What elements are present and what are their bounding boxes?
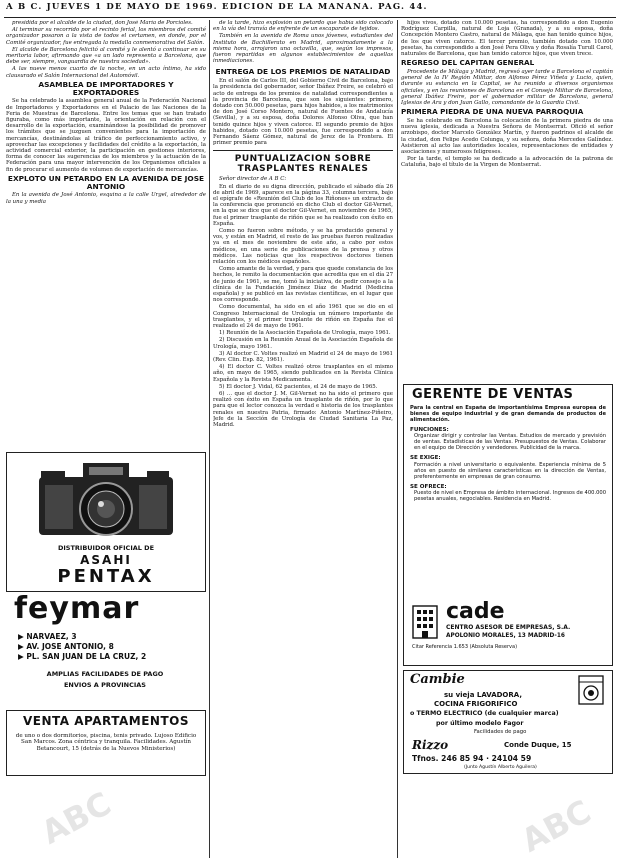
rizzo-address: Conde Duque, 15 [504,741,572,749]
header-rule [4,17,616,18]
cade-name: CENTRO ASESOR DE EMPRESAS, S.A. [446,624,571,631]
venta-body: de uno o dos dormitorios, piscina, tenis privado. Lujoso Edificio San Marcos. Zona céntrica y tranquila. Facilidades. Agustín Betancourt, 15 (detrás de la Nuevos Ministerios) [15,732,197,752]
venta-title: VENTA APARTAMENTOS [23,714,189,728]
abc-watermark-left: ABC [35,784,118,852]
col1-body-petardo: En la avenida de José Antonio, esquina a la calle Urgel, alrededor de la una y media [6,192,206,205]
feymar-address-3: ▶ PL. SAN JUAN DE LA CRUZ, 2 [18,652,147,662]
feymar-address-2: ▶ AV. JOSE ANTONIO, 8 [18,642,114,652]
column-3 [401,20,613,380]
col2-letter-8: 4) El doctor C. Voltes realizó otros trasplantes en el mismo año, en mayo de 1965, siendo publicados en la Revista Clínica Española y la Revista Medicamenta. [213,364,393,383]
col3-heading-capitan: REGRESO DEL CAPITAN GENERAL [401,58,535,68]
col2-letter-7: 3) Al doctor C. Voltes realizó en Madrid el 24 de mayo de 1961 (Rev. Clin. Esp. 82, 1961). [213,350,393,363]
cambie-line1: su vieja LAVADORA, [444,691,522,699]
col2-rule [213,150,393,151]
col2-body-natalidad: En el salón de Carlos III, del Gobierno Civil de Barcelona, bajo la presidencia del gobernador, señor Ibáñez Freire, se celebró el acto de entrega de los premios de natalidad correspondientes a la provincia de Barcelona, que son los siguientes: primero, dotado con 50.000 pesetas, para hijos habidos, a los matrimonios de don José Corso Montero, natural de Fuentes de Andalucía (Sevilla), y a su esposa, doña Dolores Alfonso Oliva, que han tenido quince hijos y viven catorce. El segundo premio de hijos habidos, dotado con 10.000 pesetas, fue correspondido a don Fernando Sáenz Gómez, natural de Jerez de la Frontera. El primer premio para [213,78,393,147]
asahi-distributor: DISTRIBUIDOR OFICIAL DE [57,544,155,552]
cambie-line5: Facilidades de pago [474,729,527,735]
col1-heading-asamblea: ASAMBLEA DE IMPORTADORES Y EXPORTADORES [38,79,174,97]
col1-body-asamblea: Se ha celebrado la asamblea general anual de la Federación Nacional de Importadores y Exportadores en el Palacio de las Naciones de la Feria de Muestras de Barcelona. Entre los temas que se han tratado figuraba, como más importante, la orientación en relación con el desarrollo de la exportación, examinándose la posibilidad de promover los trámites que se juzguen convenientes para la importación de mercancías, destinándolas al tráfico de perfeccionamiento activo, y aprovechar las excepciones y facilidades del crédito a la exportación, la actividad comercial exterior, la participación en gestiones interiores, forma de conocer las sugerencias de los miembros y la actuación de la Federación para una mayor intervención de los Organismos oficiales a fin de procurar el aumento de volumen de exportación de mercancías. [6,98,206,173]
cade-emblem-icon [412,605,438,639]
col3-heading-parroquia: PRIMERA PIEDRA DE UNA NUEVA PARROQUIA [401,107,584,117]
col3-body-parroquia-2: Por la tarde, el templo se ha dedicado a la advocación de la patrona de Cataluña, bajo el título de la Virgen de Montserrat. [401,156,613,169]
feymar-ad [6,591,204,706]
col2-letter-1: En el diario de su digna dirección, publicado el sábado día 26 de abril de 1969, aparece en la página 33, columna tercera, bajo el epígrafe de «Reunión del Club de los Riñones» un extracto de la conferencia que pronunció en dicho Club el doctor Gil-Vernet, en la que se dice que el doctor Gil-Vernet, en noviembre de 1965, fue el primer trasplante de riñón que se ha realizado con éxito en España. [213,183,393,227]
col2-top-2: También en la avenida de Roma unos jóvenes, estudiantes del Instituto de Bachillerato en Madrid, aproximadamente a la misma hora, arrojaron una octavilla, que, según los impresos, fueron repartidas en algunos establecimientos de aquellas inmediaciones. [213,33,393,65]
pentax-model: PENTAX [57,566,155,587]
rizzo-phones: Tfnos. 246 85 94 · 24104 59 [412,754,532,763]
col2-letter-4: Como documental, ha sido en el año 1961 que se dio en el Congreso Internacional de Urología un número importante de trasplantes, y el primer trasplante de riñón en España fue el realizado el 24 de mayo de 1961. [213,304,393,329]
feymar-shipping: ENVIOS A PROVINCIAS [63,680,146,689]
col2-letter-2: Como no fueron sobre método, y se ha producido general y vos, y están en Madrid, el resto de las pruebas fueron realizadas ya en el mes de noviembre de este año, a cabo por estos médicos, en una serie de publicaciones de la prensa y otros médicos. Las noticias que los respectivos doctores tienen relación con los médicos españoles. [213,227,393,265]
col2-letter-5: 1) Reunión de la Asociación Española de Urología, mayo 1961. [219,330,391,337]
gerente-exige: Formación a nivel universitario o equivalente. Experiencia mínima de 5 años en puesto de similares características en la dirección de Ventas, preferentemente en empresas de gran consumo. [414,461,606,480]
gerente-title: GERENTE DE VENTAS [412,387,574,402]
abc-watermark-right: ABC [515,792,598,860]
gerente-ofrece-label: SE OFRECE: [410,483,447,490]
washing-machine-icon [578,675,604,705]
feymar-logo: feymar [14,591,140,626]
col2-letter-3: Como amante de la verdad, y para que quede constancia de los hechos, le remito la documentación que acredita que en el día 27 de junio de 1961, se me, tomó la iniciativa, de pedir consejo a la clínica de la Fundación Jiménez Díaz de Madrid (Medicina española) y se publicó en las revistas científicas, en el lugar que nos corresponde. [213,266,393,304]
asahi-pentax-ad [6,452,206,592]
col1-heading-petardo: EXPLOTO UN PETARDO EN LA AVENIDA DE JOSE ANTONIO [7,173,205,191]
column-divider-2 [397,20,398,858]
col2-heading-trasplantes: PUNTUALIZACION SOBRE TRASPLANTES RENALES [234,154,372,174]
camera-icon [31,459,181,541]
col1-intro-4: A las nueve menos cuarto de la noche, en un acto íntimo, ha sido clausurado el Salón Internacional del Automóvil. [6,66,206,79]
gerente-intro: Para la central en España de importantísima Empresa europea de bienes de equipo industrial y de gran demanda de productos de alimentación. [410,404,606,423]
asahi-brand: ASAHI [80,553,132,567]
col3-top: hijos vivos, dotado con 10.000 pesetas, ha correspondido a don Eugenio Rodríguez Carpilla, natural de Loja (Granada), y a su esposa, doña Concepción Montero Castro, natural de Málaga, que han tenido quince hijos, de los que viven catorce. El tercer premio, también dotado con 10.000 pesetas, ha correspondido a don José Pera Oliva y doña Rosalía Turull Carol, naturales de Barcelona, que han tenido catorce hijos, que viven trece. [401,20,613,58]
col2-letter-10: 6) ... que el doctor J. M. Gil-Vernet no ha sido el primero que realizó con éxito en España un trasplante de riñón, por lo que para que el lector conozca la verdad e historia de los trasplantes renales en nuestra Patria, firmado: Antonio Martínez-Piñeiro, Jefe de la Sección de Urología de Ciudad Sanitaria La Paz, Madrid. [213,391,393,429]
column-1 [6,20,206,446]
col3-body-parroquia-1: Se ha celebrado en Barcelona la colocación de la primera piedra de una nueva iglesia, dedicada a Nuestra Señora de Montserrat. Ofició el señor arzobispo, doctor Marcelo González Martín, y fueron padrinos el alcalde de la ciudad, don Felipe Acedo Colunga, y su señora, doña Mercedes Galíndez. Asistieron al acto las autoridades locales, representaciones de entidades y asociaciones y numerosos feligreses. [401,117,613,155]
column-2 [213,20,393,856]
col2-letter-6: 2) Discusión en la Reunión Anual de la Asociación Española de Urología, mayo 1961. [213,337,393,350]
venta-apartamentos-ad [6,710,206,776]
col2-top-1: de la tarde, hizo explosión un petardo que había sido colocado en la vía del tranvía de enfrente de un escaparate de tejidos. [213,20,393,33]
col2-letter-9: 5) El doctor J. Vidal, 62 pacientes, el 24 de mayo de 1965. [219,383,378,390]
col2-salutation: Señor director de A B C: [219,176,287,183]
col2-heading-natalidad: ENTREGA DE LOS PREMIOS DE NATALIDAD [215,67,391,77]
feymar-address-1: ▶ NARVAEZ, 3 [18,632,77,641]
col3-body-capitan: Procedente de Málaga y Madrid, regresó ayer tarde a Barcelona el capitán general de la IV Región Militar, don Alfonso Pérez Viñeta y Lucio, quien, durante su estancia en la Capital, se ha reunido a diversos organismos oficiales, y en las reuniones de Barcelona en el Consejo Militar de Barcelona, general Ibáñez Freire, por el gobernador militar de Barcelona, general Iglesias de Ara y don Juan Gallo, comandante de la Guardia Civil. [401,68,613,106]
cambie-title: Cambie [410,672,465,687]
col1-intro-2: Al terminar su recorrido por el recinto ferial, los miembros del comité organizador posaron a la vista de todos el certamen, en donde, por el Comité organizador, fue entregada la medalla conmemorativa del Salón. [6,27,206,46]
page-header: A B C. JUEVES 1 DE MAYO DE 1969. EDICION DE LA MAÑANA. PAG. 44. [6,3,428,12]
cambie-line4: por último modelo Fagor [436,720,524,727]
col1-intro-3: El alcalde de Barcelona felicitó al comité y le alentó a continuar en su meritoria labor, afirmando que «a un lado representa a Barcelona, que debe ser, siempre, vanguardia de nuestra sociedad». [6,46,206,66]
gerente-ofrece: Puesto de nivel en Empresa de ámbito internacional. Ingresos de 400.000 pesetas anuales, negociables. Residencia en Madrid. [414,489,607,502]
cambie-line3: o TERMO ELECTRICO (de cualquier marca) [410,710,559,717]
gerente-funciones-label: FUNCIONES: [410,426,449,433]
cade-address: APOLONIO MORALES, 13 MADRID-16 [446,633,565,639]
gerente-funciones: Organizar dirigir y controlar las Ventas. Estudios de mercado y previsión de ventas. Estadísticas de las Ventas. Presupuestos de Ventas. Colaborar en el equipo de Dirección y vendedores. Publicidad de la marca. [414,433,606,452]
gerente-exige-label: SE EXIGE: [410,455,441,462]
column-divider-1 [209,20,210,858]
gerente-ventas-ad [403,384,613,666]
rizzo-phones-note: (Junto Agustín Alberto Aguilera) [464,765,537,770]
col1-intro-1: presidida por el alcalde de la ciudad, don José María de Porcioles. [12,20,193,26]
feymar-financing: AMPLIAS FACILIDADES DE PAGO [46,670,164,679]
cade-note: Citar Referencia 1.653 (Absoluta Reserva) [412,644,518,650]
cambie-line2: COCINA FRIGORIFICO [434,700,518,708]
cambie-ad [403,670,613,774]
cade-logo: cade [446,599,505,624]
rizzo-logo: Rizzo [412,738,449,752]
